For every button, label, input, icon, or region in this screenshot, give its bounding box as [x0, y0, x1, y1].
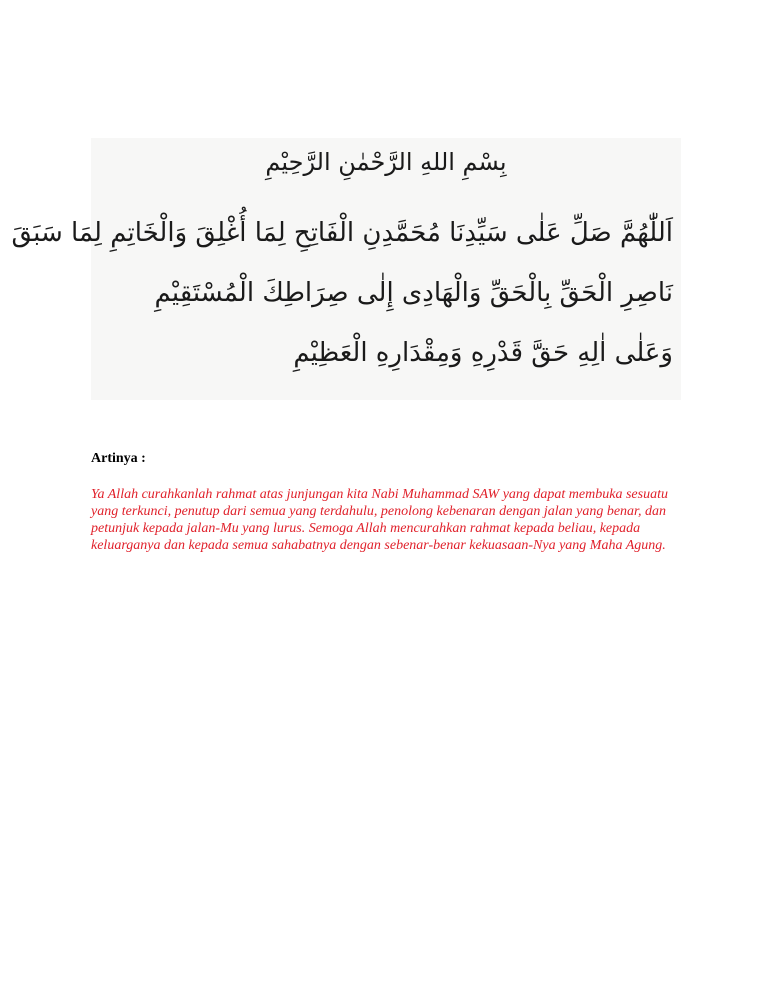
prayer-line-1: اَللّٰهُمَّ صَلِّ عَلٰى سَيِّدِنَا مُحَمَّدِنِ الْفَاتِحِ لِمَا أُغْلِقَ وَالْخَاتِمِ لِمَا سَبَقَ — [11, 218, 673, 248]
translation-label: Artinya : — [91, 451, 146, 466]
translation-text: Ya Allah curahkanlah rahmat atas junjungan kita Nabi Muhammad SAW yang dapat membuka sesuatu yang terkunci, penutup dari semua yang terdahulu, penolong kebenaran dengan jalan yang benar, dan petunjuk kepada jalan-Mu yang lurus. Semoga Allah mencurahkan rahmat kepada beliau, kepada keluarganya dan kepada semua sahabatnya dengan sebenar-benar kekuasaan-Nya yang Maha Agung. — [91, 487, 668, 553]
prayer-line-3: وَعَلٰى اٰلِهِ حَقَّ قَدْرِهِ وَمِقْدَارِهِ الْعَظِيْمِ — [293, 338, 673, 368]
arabic-prayer-image — [11, 138, 681, 400]
basmala-text: بِسْمِ اللهِ الرَّحْمٰنِ الرَّحِيْمِ — [265, 148, 507, 176]
prayer-line-2: نَاصِرِ الْحَقِّ بِالْحَقِّ وَالْهَادِى إِلٰى صِرَاطِكَ الْمُسْتَقِيْمِ — [154, 278, 673, 308]
